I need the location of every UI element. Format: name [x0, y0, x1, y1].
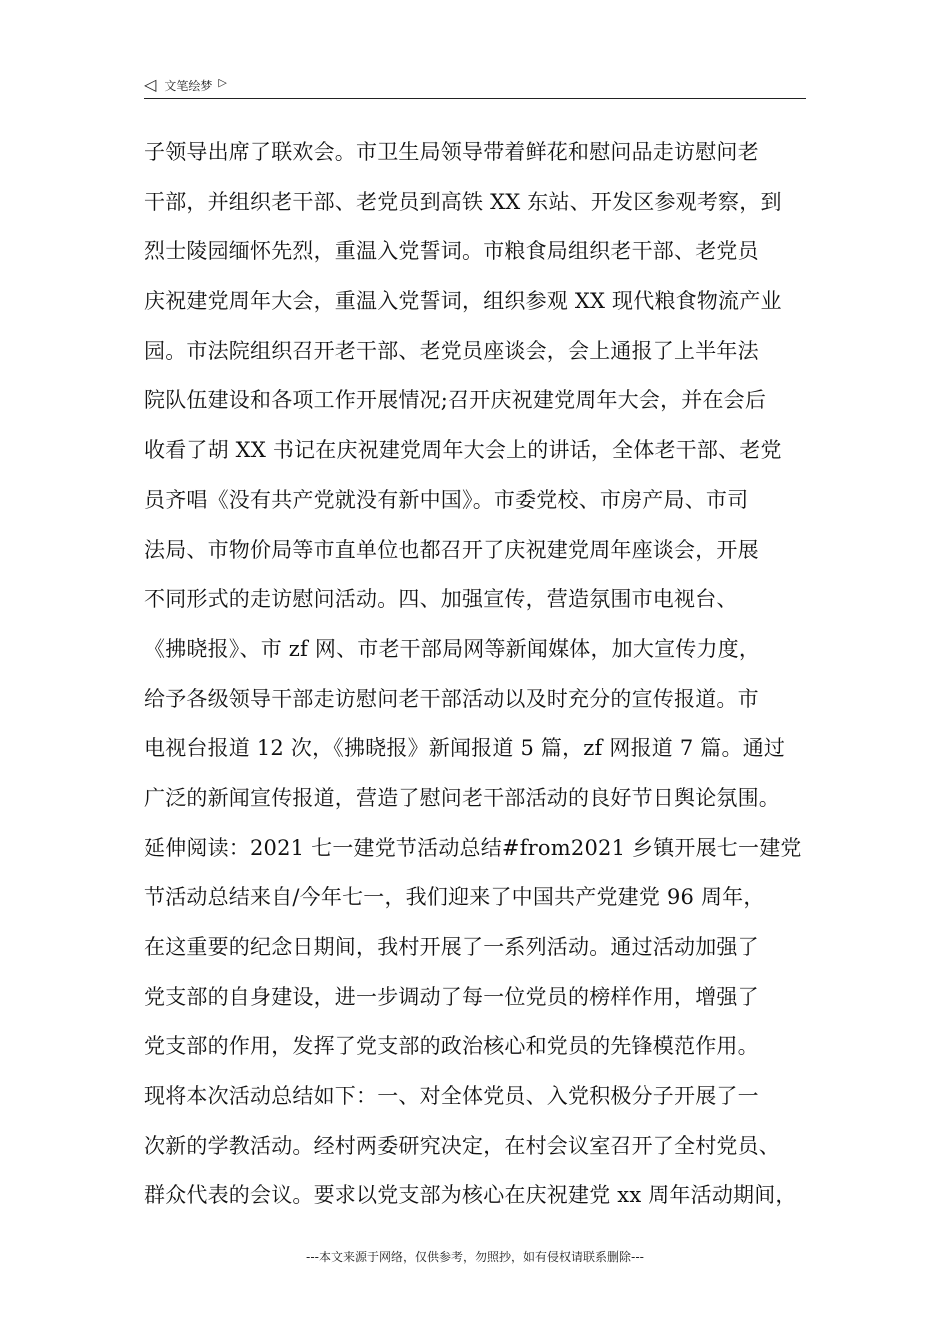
- page-footer: ---本文来源于网络，仅供参考，勿照抄，如有侵权请联系删除---: [306, 1250, 644, 1264]
- triangle-left-icon: ◁: [144, 75, 157, 94]
- text-line: 在这重要的纪念日期间，我村开展了一系列活动。通过活动加强了: [144, 935, 759, 959]
- text-line: 《拂晓报》、市 zf 网、市老干部局网等新闻媒体，加大宣传力度，: [144, 636, 761, 661]
- text-line: 给予各级领导干部走访慰问老干部活动以及时充分的宣传报道。市: [144, 686, 759, 711]
- text-line: 园。市法院组织召开老干部、老党员座谈会，会上通报了上半年法: [144, 338, 759, 363]
- text-line: 院队伍建设和各项工作开展情况;召开庆祝建党周年大会，并在会后: [144, 388, 767, 413]
- text-line: 干部，并组织老干部、老党员到高铁 XX 东站、开发区参观考察，到: [144, 189, 782, 214]
- header-title: 文笔绘梦: [164, 78, 213, 93]
- triangle-right-icon: ▷: [218, 75, 227, 89]
- text-line: 群众代表的会议。要求以党支部为核心在庆祝建党 xx 周年活动期间，: [144, 1183, 797, 1208]
- text-line: 现将本次活动总结如下：一、对全体党员、入党积极分子开展了一: [144, 1084, 759, 1109]
- document-body: [144, 128, 816, 1221]
- text-line: 电视台报道 12 次，《拂晓报》新闻报道 5 篇，zf 网报道 7 篇。通过: [144, 736, 786, 761]
- text-line: 收看了胡 XX 书记在庆祝建党周年大会上的讲话，全体老干部、老党: [144, 438, 782, 463]
- text-line: 次新的学教活动。经村两委研究决定，在村会议室召开了全村党员、: [144, 1133, 780, 1158]
- text-line: 党支部的作用，发挥了党支部的政治核心和党员的先锋模范作用。: [144, 1034, 759, 1059]
- text-line: 延伸阅读：2021 七一建党节活动总结#from2021 乡镇开展七一建党: [144, 835, 802, 860]
- text-line: 员齐唱《没有共产党就没有新中国》。市委党校、市房产局、市司: [144, 487, 749, 512]
- text-line: 不同形式的走访慰问活动。四、加强宣传，营造氛围市电视台、: [144, 587, 738, 612]
- page-header: [144, 72, 806, 99]
- text-line: 烈士陵园缅怀先烈，重温入党誓词。市粮食局组织老干部、老党员: [144, 239, 759, 264]
- text-line: 节活动总结来自/今年七一，我们迎来了中国共产党建党 96 周年，: [144, 885, 765, 910]
- text-line: 子领导出席了联欢会。市卫生局领导带着鲜花和慰问品走访慰问老: [144, 140, 759, 164]
- text-line: 庆祝建党周年大会，重温入党誓词，组织参观 XX 现代粮食物流产业: [144, 289, 782, 314]
- text-line: 法局、市物价局等市直单位也都召开了庆祝建党周年座谈会，开展: [144, 537, 759, 562]
- text-line: 党支部的自身建设，进一步调动了每一位党员的榜样作用，增强了: [144, 984, 759, 1009]
- text-line: 广泛的新闻宣传报道，营造了慰问老干部活动的良好节日舆论氛围。: [144, 785, 780, 810]
